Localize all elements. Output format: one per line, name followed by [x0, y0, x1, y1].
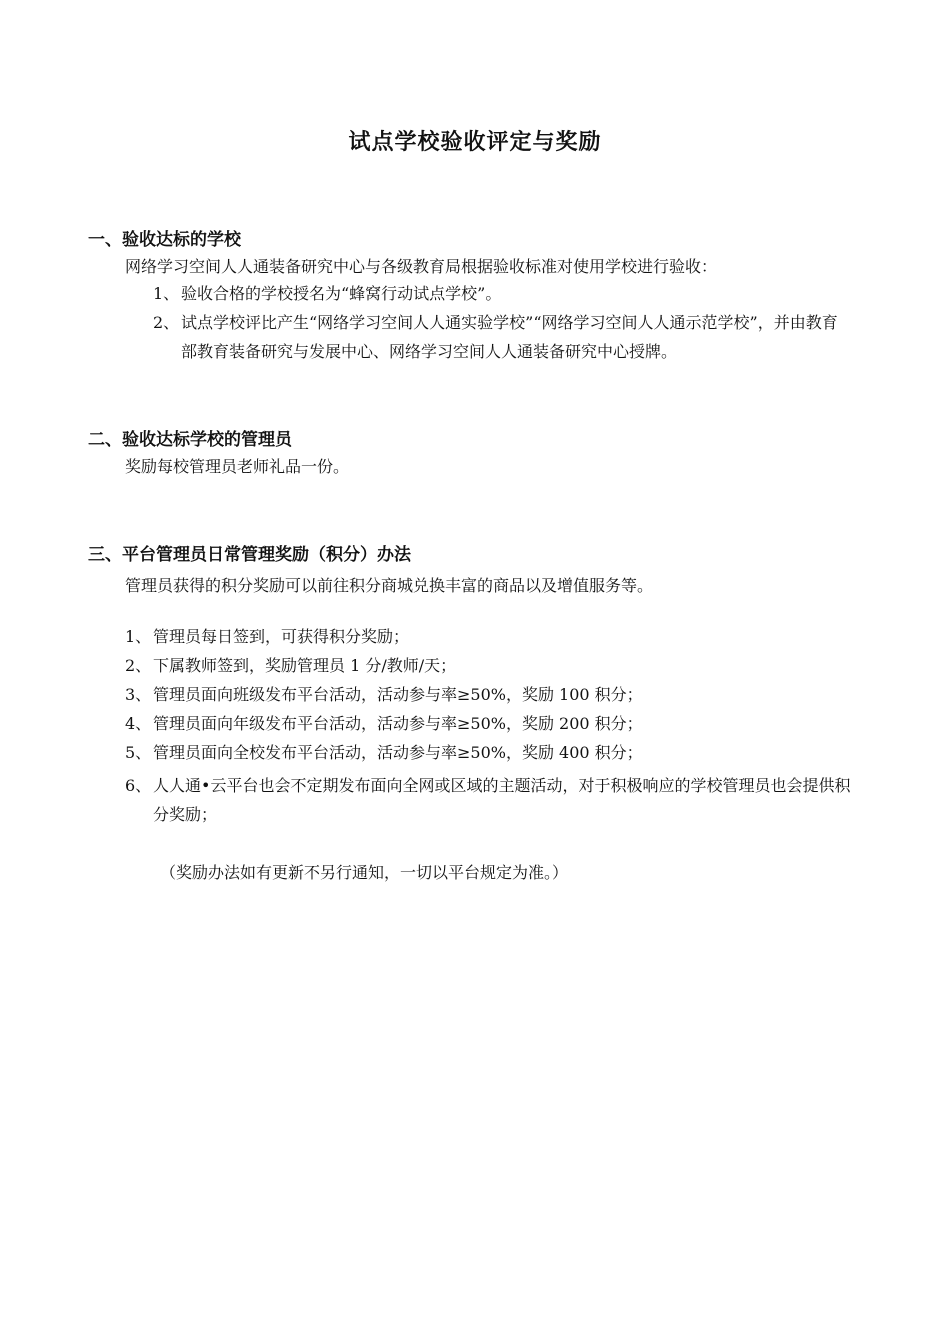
section-heading-2: 二、验收达标学校的管理员	[88, 430, 292, 450]
list-item-number: 2、	[125, 656, 152, 675]
section-heading-3: 三、平台管理员日常管理奖励（积分）办法	[88, 545, 411, 565]
page-title: 试点学校验收评定与奖励	[348, 130, 602, 155]
footnote: （奖励办法如有更新不另行通知，一切以平台规定为准。）	[160, 863, 569, 882]
list-item-text: 管理员面向全校发布平台活动，活动参与率≥50%，奖励 400 积分；	[153, 743, 643, 762]
list-item-number: 1、	[125, 627, 152, 646]
list-item	[153, 308, 853, 366]
list-item-text: 人人通•云平台也会不定期发布面向全网或区域的主题活动，对于积极响应的学校管理员也会提供积分奖励；	[153, 776, 851, 824]
list-item-text: 管理员面向年级发布平台活动，活动参与率≥50%，奖励 200 积分；	[153, 714, 643, 733]
list-item-text: 管理员面向班级发布平台活动，活动参与率≥50%，奖励 100 积分；	[153, 685, 643, 704]
list-item	[125, 622, 853, 651]
list-item	[153, 279, 853, 308]
list-item	[125, 680, 853, 709]
section-3-intro: 管理员获得的积分奖励可以前往积分商城兑换丰富的商品以及增值服务等。	[125, 576, 654, 595]
list-item	[125, 771, 853, 829]
list-item	[125, 738, 853, 767]
list-item-number: 5、	[125, 743, 152, 762]
list-item	[125, 709, 853, 738]
list-item-text: 管理员每日签到，可获得积分奖励；	[153, 627, 410, 646]
list-item-text: 下属教师签到，奖励管理员 1 分/教师/天；	[153, 656, 457, 675]
list-item-number: 1、	[153, 284, 180, 303]
section-1-intro: 网络学习空间人人通装备研究中心与各级教育局根据验收标准对使用学校进行验收：	[125, 257, 718, 276]
list-item-number: 4、	[125, 714, 152, 733]
list-item-text: 验收合格的学校授名为“蜂窝行动试点学校”。	[181, 284, 502, 303]
list-item-number: 6、	[125, 776, 152, 795]
list-item-text: 试点学校评比产生“网络学习空间人人通实验学校”“网络学习空间人人通示范学校”，并由教育部教育装备研究与发展中心、网络学习空间人人通装备研究中心授牌。	[181, 313, 838, 361]
section-2-text: 奖励每校管理员老师礼品一份。	[125, 457, 350, 476]
list-item-number: 3、	[125, 685, 152, 704]
section-heading-1: 一、验收达标的学校	[88, 230, 241, 250]
list-item	[125, 651, 853, 680]
list-item-number: 2、	[153, 313, 180, 332]
